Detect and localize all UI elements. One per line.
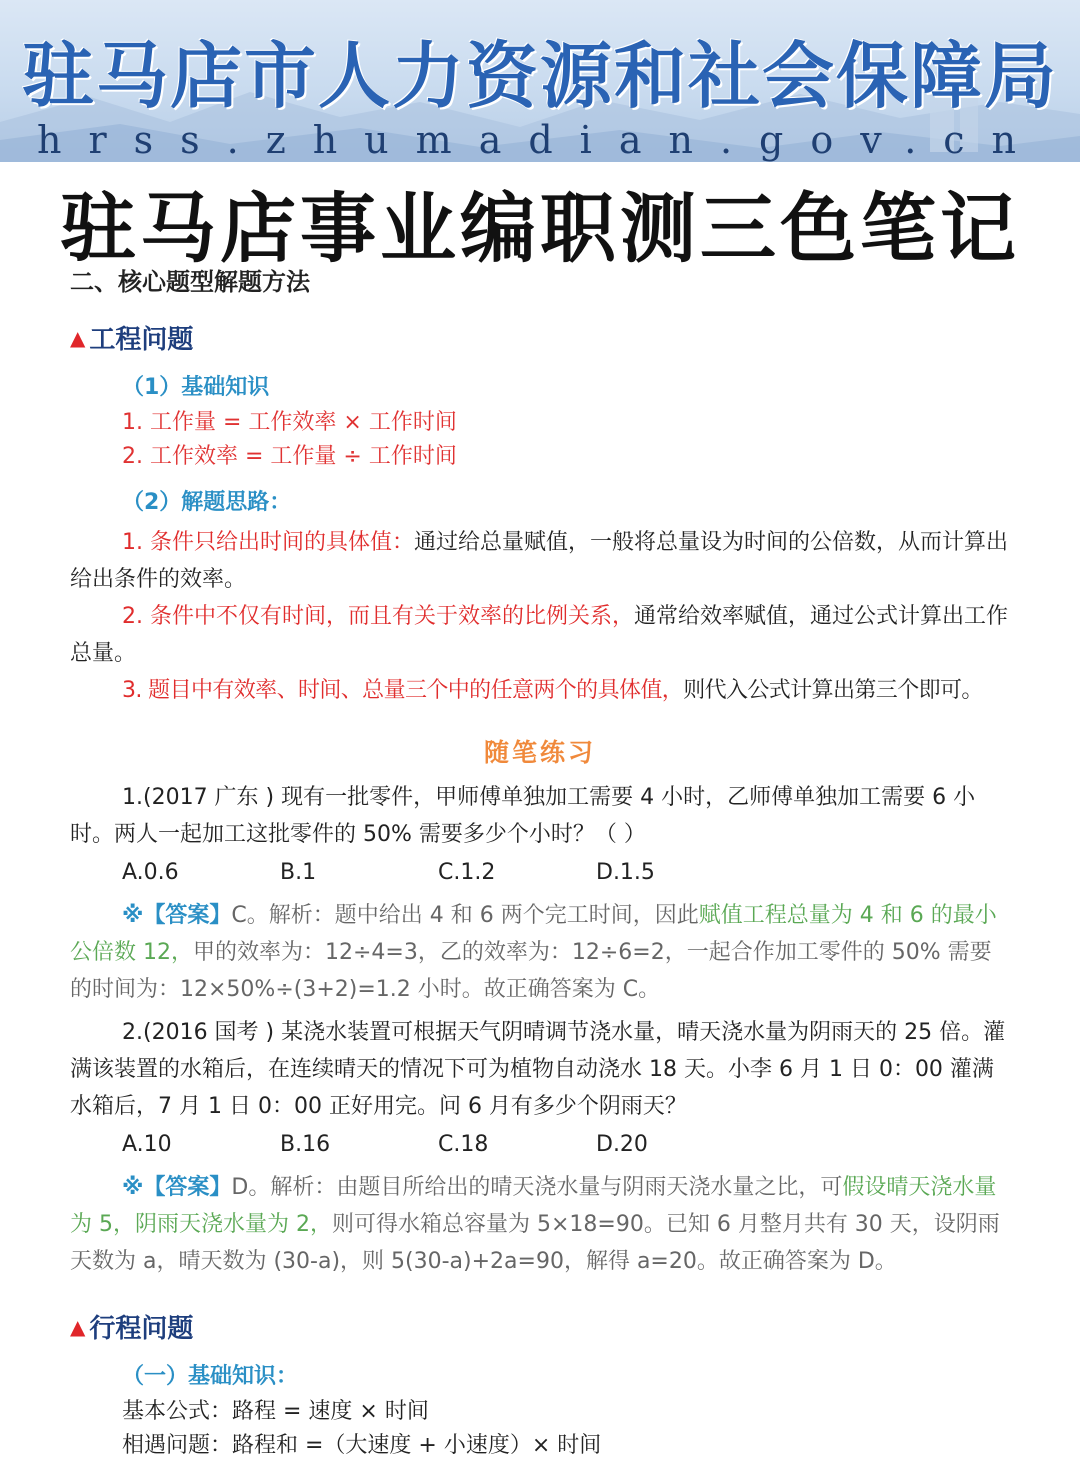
tip-paragraph: 3. 题目中有效率、时间、总量三个中的任意两个的具体值，则代入公式计算出第三个即可。 <box>122 678 983 703</box>
basics-heading: （1）基础知识 <box>122 375 270 400</box>
question-text: 1.(2017 广东 ) 现有一批零件，甲师傅单独加工需要 4 小时，乙师傅单独加工需要 6 小时。两人一起加工这批零件的 50% 需要多少个小时？（ ） <box>70 785 976 847</box>
approach-heading: （2）解题思路： <box>122 490 292 515</box>
formula-line: 基本公式：路程 = 速度 × 时间 <box>122 1399 429 1424</box>
option: B.16 <box>280 1132 331 1157</box>
section-heading: 二、核心题型解题方法 <box>70 268 310 296</box>
practice-title: 随笔练习 <box>483 738 596 767</box>
tip-paragraph: 1. 条件只给出时间的具体值：通过给总量赋值，一般将总量设为时间的公倍数，从而计算出给出条件的效率。 <box>70 530 1008 592</box>
triangle-marker-icon: ▲ <box>70 1314 86 1339</box>
option: B.1 <box>280 860 317 885</box>
option: C.1.2 <box>438 860 496 885</box>
content <box>70 262 1010 1466</box>
option: A.0.6 <box>122 860 179 885</box>
formula-line: 2. 工作效率 = 工作量 ÷ 工作时间 <box>122 444 457 469</box>
option: D.20 <box>596 1132 648 1157</box>
page-title: 驻马店事业编职测三色笔记 <box>60 184 1020 273</box>
option: C.18 <box>438 1132 489 1157</box>
topic-travel <box>70 1308 1010 1345</box>
basics-heading: （一）基础知识： <box>122 1364 299 1389</box>
header-banner <box>0 0 1080 162</box>
formula-line: 1. 工作量 = 工作效率 × 工作时间 <box>122 410 457 435</box>
topic-title: 行程问题 <box>89 1314 194 1344</box>
topic-engineering <box>70 319 1010 356</box>
answer-options <box>122 855 1010 891</box>
answer-explanation: ※【答案】C。解析：题中给出 4 和 6 两个完工时间，因此赋值工程总量为 4 和 6 的最小公倍数 12，甲的效率为：12÷4=3，乙的效率为：12÷6=2，一起合作加工零件的 50% 需要的时间为：12×50%÷(3+2)=1.2 小时。故正确答案为 C。 <box>70 903 997 1002</box>
org-name: 驻马店市人力资源和社会保障局 <box>21 34 1058 118</box>
formula-line: 相遇问题：路程和 =（大速度 + 小速度）× 时间 <box>122 1433 602 1458</box>
option: A.10 <box>122 1132 172 1157</box>
answer-explanation: ※【答案】D。解析：由题目所给出的晴天浇水量与阴雨天浇水量之比，可假设晴天浇水量为 5，阴雨天浇水量为 2，则可得水箱总容量为 5×18=90。已知 6 月整月共有 30 天，设阴雨天数为 a，晴天数为 (30-a)，则 5(30-a)+2a=90，解得 a=20。故正确答案为 D。 <box>70 1175 1000 1274</box>
topic-title: 工程问题 <box>89 325 194 355</box>
option: D.1.5 <box>596 860 655 885</box>
tip-paragraph: 2. 条件中不仅有时间，而且有关于效率的比例关系，通常给效率赋值，通过公式计算出工作总量。 <box>70 604 1009 666</box>
question-text: 2.(2016 国考 ) 某浇水装置可根据天气阴晴调节浇水量，晴天浇水量为阴雨天的 25 倍。灌满该装置的水箱后，在连续晴天的情况下可为植物自动浇水 18 天。小李 6 月 1 日 0：00 灌满水箱后，7 月 1 日 0：00 正好用完。问 6 月有多少个阴雨天？ <box>70 1020 1006 1119</box>
answer-options <box>122 1127 1010 1163</box>
org-url: hrss.zhumadian.gov.cn <box>36 118 1044 162</box>
triangle-marker-icon: ▲ <box>70 325 86 350</box>
